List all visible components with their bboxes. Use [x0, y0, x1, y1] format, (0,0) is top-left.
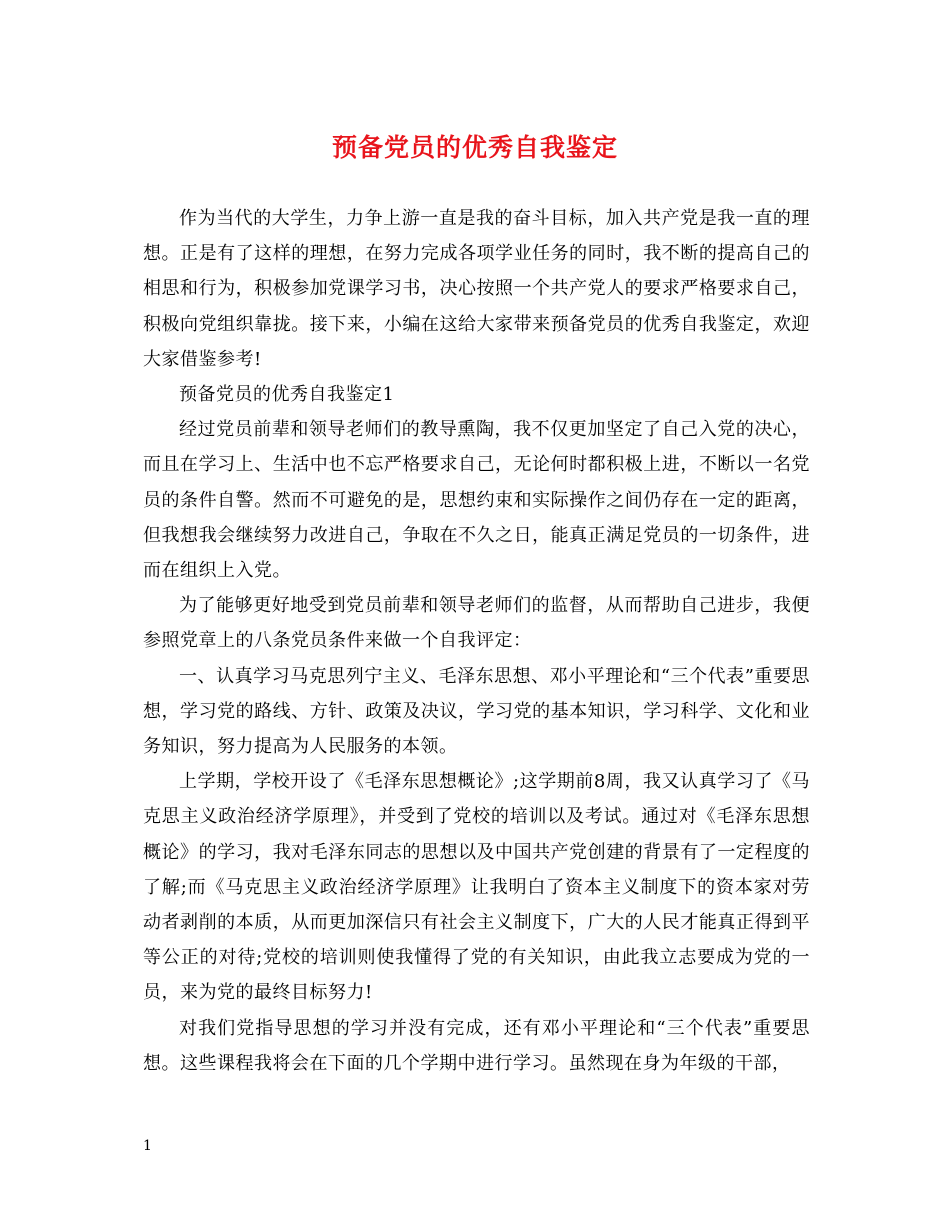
document-title: 预备党员的优秀自我鉴定 [331, 133, 618, 162]
paragraph: 对我们党指导思想的学习并没有完成，还有邓小平理论和“三个代表”重要思想。这些课程我将会在下面的几个学期中进行学习。虽然现在身为年级的干部， [143, 1017, 810, 1074]
paragraph: 一、认真学习马克思列宁主义、毛泽东思想、邓小平理论和“三个代表”重要思想，学习党的路线、方针、政策及决议，学习党的基本知识，学习科学、文化和业务知识，努力提高为人民服务的本领。 [143, 665, 810, 758]
paragraph: 上学期，学校开设了《毛泽东思想概论》;这学期前8周，我又认真学习了《马克思主义政治经济学原理》，并受到了党校的培训以及考试。通过对《毛泽东思想概论》的学习，我对毛泽东同志的思想以及中国共产党创建的背景有了一定程度的了解;而《马克思主义政治经济学原理》让我明白了资本主义制度下的资本家对劳动者剥削的本质，从而更加深信只有社会主义制度下，广大的人民才能真正得到平等公正的对待;党校的培训则使我懂得了党的有关知识，由此我立志要成为党的一员，来为党的最终目标努力! [143, 771, 810, 1004]
page-number: 1 [143, 1138, 152, 1154]
paragraph: 为了能够更好地受到党员前辈和领导老师们的监督，从而帮助自己进步，我便参照党章上的八条党员条件来做一个自我评定： [143, 595, 810, 652]
paragraph-intro: 作为当代的大学生，力争上游一直是我的奋斗目标，加入共产党是我一直的理想。正是有了这样的理想，在努力完成各项学业任务的同时，我不断的提高自己的相思和行为，积极参加党课学习书，决心按照一个共产党人的要求严格要求自己，积极向党组织靠拢。接下来，小编在这给大家带来预备党员的优秀自我鉴定，欢迎大家借鉴参考! [143, 208, 810, 370]
document-body [143, 201, 810, 1081]
paragraph: 经过党员前辈和领导老师们的教导熏陶，我不仅更加坚定了自己入党的决心，而且在学习上、生活中也不忘严格要求自己，无论何时都积极上进，不断以一名党员的条件自警。然而不可避免的是，思想约束和实际操作之间仍存在一定的距离，但我想我会继续努力改进自己，争取在不久之日，能真正满足党员的一切条件，进而在组织上入党。 [143, 419, 810, 582]
section-heading: 预备党员的优秀自我鉴定1 [179, 384, 395, 406]
